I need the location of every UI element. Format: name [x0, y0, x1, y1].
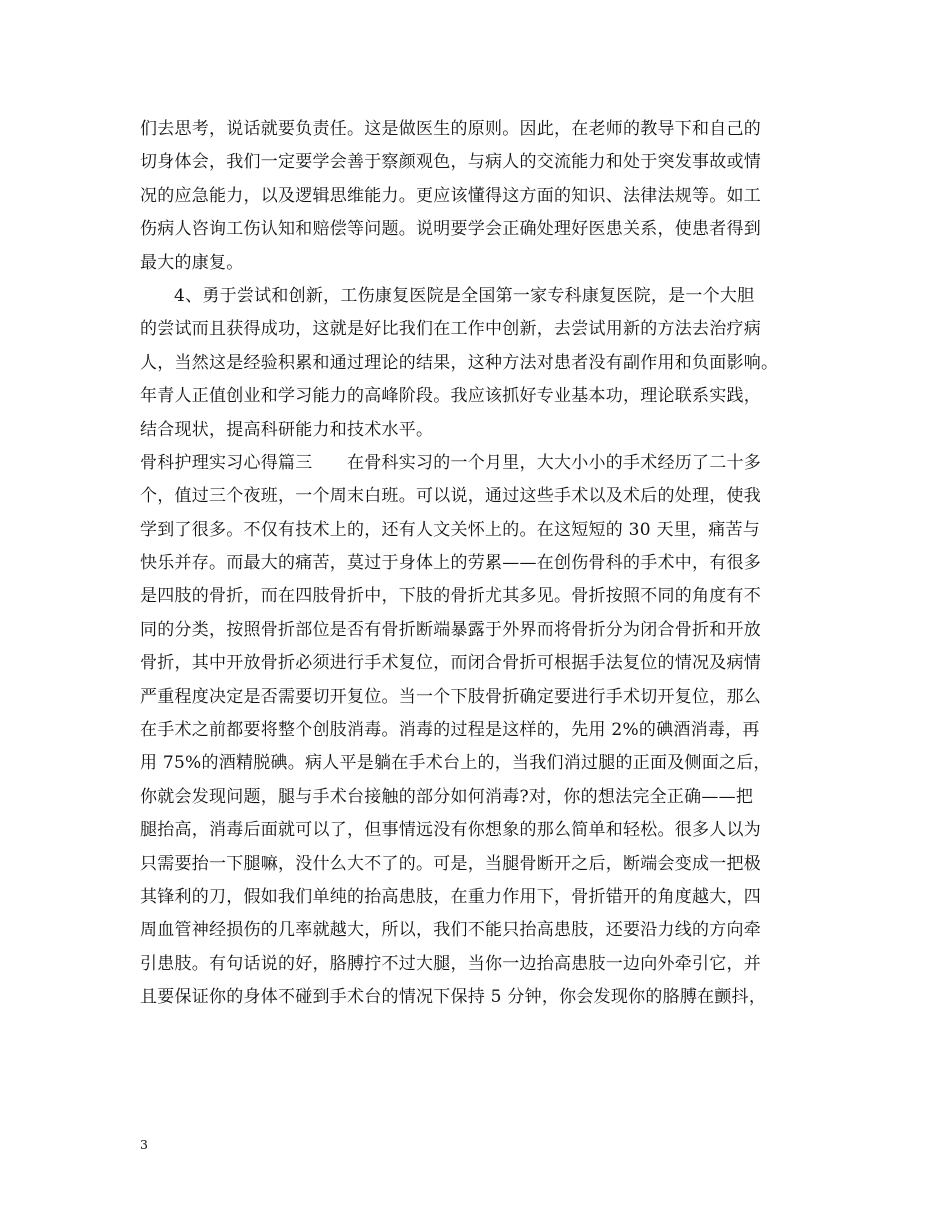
text-line: 人，当然这是经验积累和通过理论的结果，这种方法对患者没有副作用和负面影响。 [140, 352, 779, 373]
text-line: 且要保证你的身体不碰到手术台的情况下保持 5 分钟，你会发现你的胳膊在颤抖， [140, 987, 767, 1008]
text-line-indented: 4、勇于尝试和创新，工伤康复医院是全国第一家专科康复医院，是一个大胆 [174, 285, 755, 306]
text-line: 切身体会，我们一定要学会善于察颜观色，与病人的交流能力和处于突发事故或情 [140, 152, 761, 173]
text-line: 们去思考，说话就要负责任。这是做医生的原则。因此，在老师的教导下和自己的 [140, 119, 761, 139]
text-line: 只需要抬一下腿嘛，没什么大不了的。可是，当腿骨断开之后，断端会变成一把极 [140, 853, 761, 874]
text-line: 严重程度决定是否需要切开复位。当一个下肢骨折确定要进行手术切开复位，那么 [140, 686, 761, 707]
page-number: 3 [140, 1137, 148, 1152]
text-line: 在手术之前都要将整个创肢消毒。消毒的过程是这样的，先用 2%的碘酒消毒，再 [140, 720, 760, 741]
text-line: 腿抬高，消毒后面就可以了，但事情远没有你想象的那么简单和轻松。很多人以为 [140, 820, 761, 841]
text-line: 引患肢。有句话说的好，胳膊拧不过大腿，当你一边抬高患肢一边向外牵引它，并 [140, 953, 761, 974]
text-line: 用 75%的酒精脱碘。病人平是躺在手术台上的，当我们消过腿的正面及侧面之后， [140, 753, 771, 774]
text-line: 年青人正值创业和学习能力的高峰阶段。我应该抓好专业基本功，理论联系实践， [140, 386, 761, 407]
body-text [140, 113, 830, 1015]
text-line: 况的应急能力，以及逻辑思维能力。更应该懂得这方面的知识、法律法规等。如工 [140, 185, 761, 206]
text-line: 学到了很多。不仅有技术上的，还有人文关怀上的。在这短短的 30 天里，痛苦与 [140, 519, 760, 540]
text-line: 是四肢的骨折，而在四肢骨折中，下肢的骨折尤其多见。骨折按照不同的角度有不 [140, 586, 761, 607]
text-line: 个，值过三个夜班，一个周末白班。可以说，通过这些手术以及术后的处理，使我 [140, 486, 761, 507]
text-line: 周血管神经损伤的几率就越大，所以，我们不能只抬高患肢，还要沿力线的方向牵 [140, 920, 761, 941]
text-line: 结合现状，提高科研能力和技术水平。 [140, 419, 434, 440]
text-line: 你就会发现问题，腿与手术台接触的部分如何消毒?对，你的想法完全正确——把 [140, 786, 754, 807]
text-line: 骨折，其中开放骨折必须进行手术复位，而闭合骨折可根据手法复位的情况及病情 [140, 653, 761, 674]
text-line: 其锋利的刀，假如我们单纯的抬高患肢，在重力作用下，骨折错开的角度越大，四 [140, 886, 761, 907]
text-line: 快乐并存。而最大的痛苦，莫过于身体上的劳累——在创伤骨科的手术中，有很多 [140, 553, 761, 574]
section-heading-line: 骨科护理实习心得篇三 在骨科实习的一个月里，大大小小的手术经历了二十多 [140, 452, 761, 473]
text-line: 的尝试而且获得成功，这就是好比我们在工作中创新，去尝试用新的方法去治疗病 [140, 319, 761, 340]
text-line: 伤病人咨询工伤认知和赔偿等问题。说明要学会正确处理好医患关系，使患者得到 [140, 219, 761, 240]
text-line: 同的分类，按照骨折部位是否有骨折断端暴露于外界而将骨折分为闭合骨折和开放 [140, 619, 761, 640]
text-line: 最大的康复。 [140, 252, 244, 273]
